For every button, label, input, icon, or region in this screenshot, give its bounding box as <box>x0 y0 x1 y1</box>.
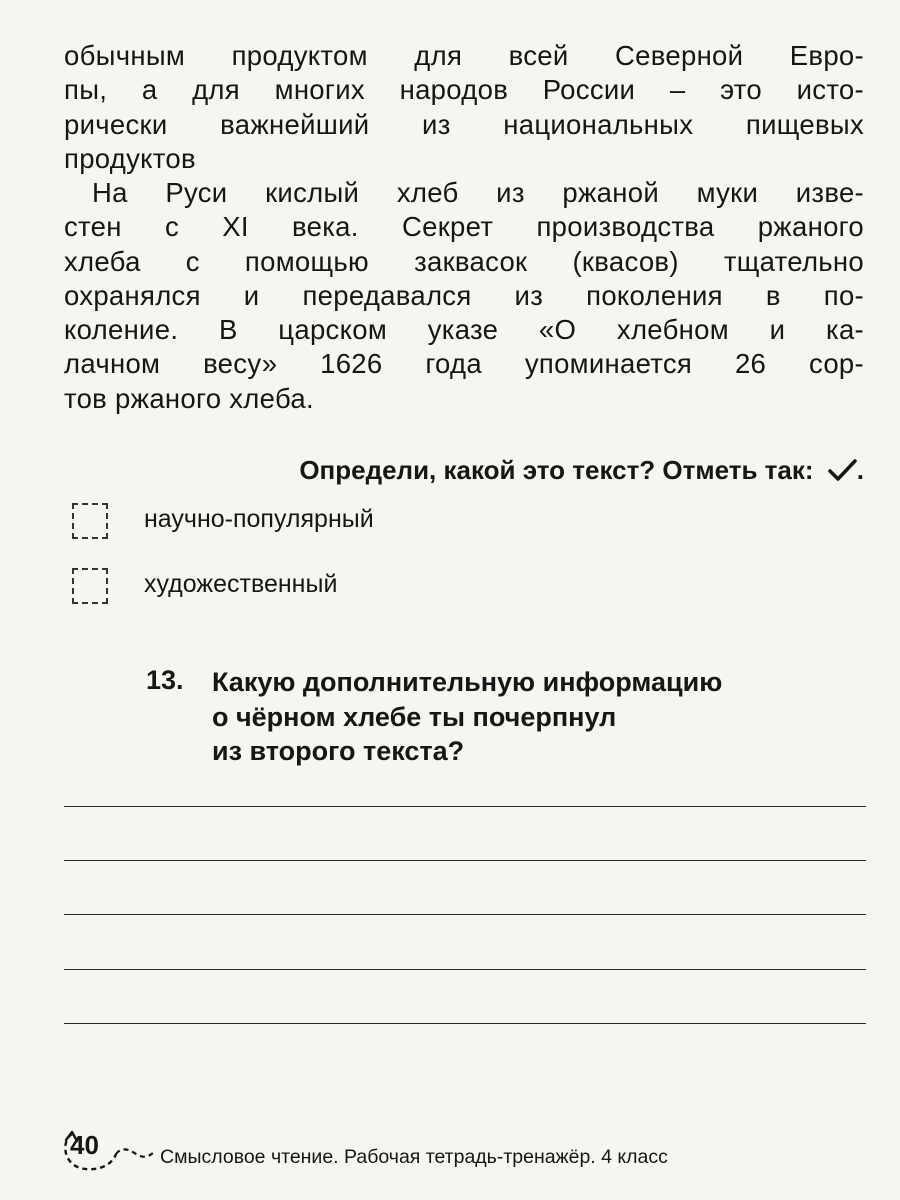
task-instruction <box>299 455 864 486</box>
passage-line: коление. В царском указе «О хлебном и ка- <box>64 314 864 346</box>
answer-line[interactable] <box>64 914 866 915</box>
passage-line: обычным продуктом для всей Северной Евро- <box>64 40 864 71</box>
answer-line[interactable] <box>64 860 866 861</box>
option-label: художественный <box>144 570 338 598</box>
option-label: научно-популярный <box>144 505 374 533</box>
task-prompt-text: Определи, какой это текст? Отметь так: <box>299 455 814 485</box>
question-line: о чёрном хлебе ты почерпнул <box>212 701 617 732</box>
passage-line: хлеба с помощью заквасок (квасов) тщательно <box>64 245 864 277</box>
passage-line: пы, а для многих народов России – это исто- <box>64 74 864 106</box>
book-title: Смысловое чтение. Рабочая тетрадь-тренажёр. 4 класс <box>160 1146 668 1168</box>
passage-line: тов ржаного хлеба. <box>64 382 314 414</box>
answer-checkbox[interactable] <box>72 568 108 604</box>
passage-line: охранялся и передавался из поколения в по- <box>64 279 864 311</box>
passage-line: рически важнейший из национальных пищевых <box>64 108 864 140</box>
passage-paragraph-1 <box>64 39 864 176</box>
passage-paragraph-2 <box>64 176 864 416</box>
task-prompt-period: . <box>856 455 864 485</box>
page-number: 40 <box>70 1130 99 1160</box>
passage-line: продуктов <box>64 142 196 174</box>
question-line: из второго текста? <box>212 736 465 766</box>
passage-line: лачном весу» 1626 года упоминается 26 сор- <box>64 348 864 380</box>
checkmark-icon <box>827 458 857 482</box>
answer-checkbox[interactable] <box>72 503 108 539</box>
question-text <box>212 665 722 769</box>
answer-line[interactable] <box>64 1023 866 1024</box>
page-number-badge <box>56 1120 116 1176</box>
question-line: Какую дополнительную информацию <box>212 667 723 697</box>
answer-line[interactable] <box>64 969 866 970</box>
answer-line[interactable] <box>64 806 866 807</box>
question-number: 13. <box>146 665 184 695</box>
passage-line: На Руси кислый хлеб из ржаной муки изве- <box>92 177 864 208</box>
passage-line: стен с XI века. Секрет производства ржаного <box>64 211 864 243</box>
